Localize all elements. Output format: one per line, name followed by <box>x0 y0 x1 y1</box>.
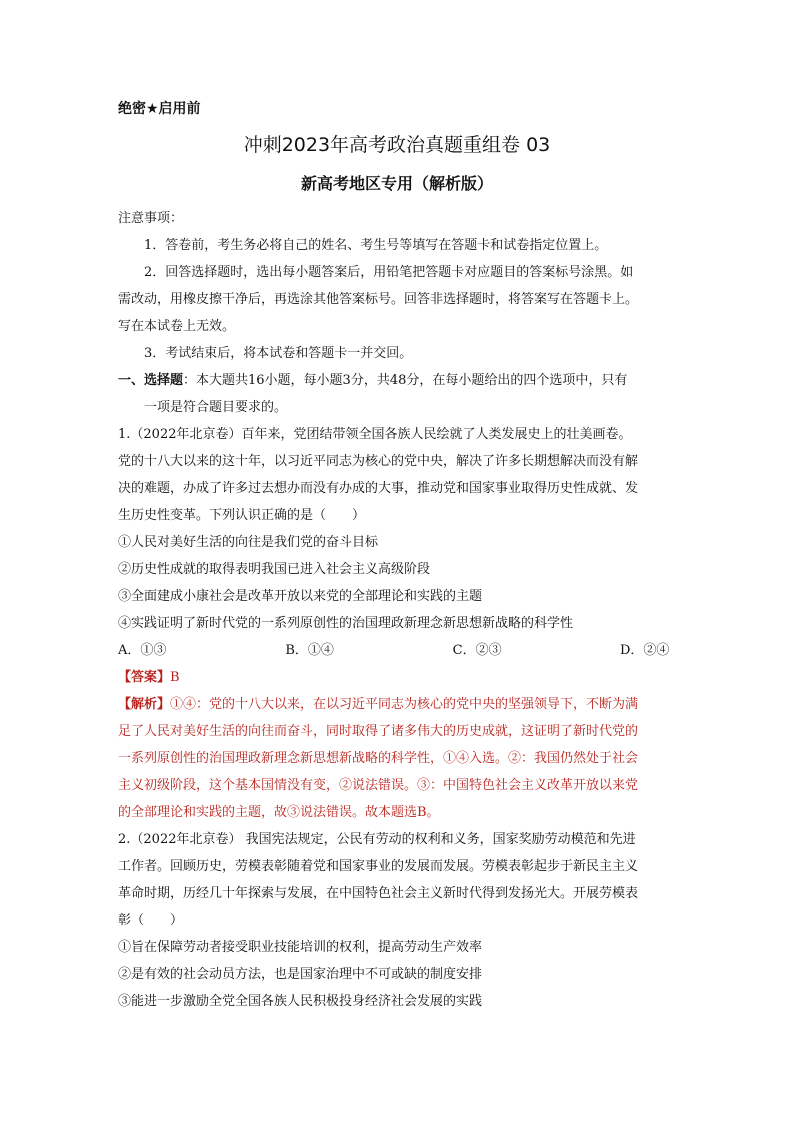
analysis-tag: 【解析】 <box>118 697 171 712</box>
q1-option-1: ①人民对美好生活的向往是我们党的奋斗目标 <box>118 535 379 550</box>
notes-heading: 注意事项： <box>118 211 184 226</box>
document-body <box>118 205 680 1015</box>
q1-choice-a: A．①③ <box>118 643 167 658</box>
section-heading-line2: 一项是符合题目要求的。 <box>144 400 288 415</box>
section-heading <box>118 367 680 394</box>
q1-option-2: ②历史性成就的取得表明我国已进入社会主义高级阶段 <box>118 562 431 577</box>
note-item-2b: 需改动，用橡皮擦干净后，再选涂其他答案标号。回答非选择题时，将答案写在答题卡上。 <box>118 292 639 307</box>
q1-choices <box>118 637 680 664</box>
q1-option-3: ③全面建成小康社会是改革开放以来党的全部理论和实践的主题 <box>118 589 483 604</box>
note-item-3: 3．考试结束后，将本试卷和答题卡一并交回。 <box>144 346 413 361</box>
note-item-1: 1．答卷前，考生务必将自己的姓名、考生号等填写在答题卡和试卷指定位置上。 <box>144 238 608 253</box>
q2-stem-1: 2.（2022年北京卷） 我国宪法规定，公民有劳动的权利和义务，国家奖励劳动模范和先进 <box>118 832 636 847</box>
analysis-text-1: ①④：党的十八大以来，在以习近平同志为核心的党中央的坚强领导下，不断为满 <box>170 697 639 712</box>
section-rest: ：本大题共16小题，每小题3分，共48分，在每小题给出的四个选项中，只有 <box>183 373 628 388</box>
q2-stem-4: 彰（ ） <box>118 913 184 928</box>
answer-tag: 【答案】 <box>118 670 171 685</box>
page-subtitle: 新高考地区专用（解析版） <box>300 174 493 193</box>
note-item-2a: 2．回答选择题时，选出每小题答案后，用铅笔把答题卡对应题目的答案标号涂黑。如 <box>144 265 634 280</box>
q1-stem-1: 1.（2022年北京卷）百年来，党团结带领全国各族人民绘就了人类发展史上的壮美画卷。 <box>118 427 632 442</box>
q1-option-4: ④实践证明了新时代党的一系列原创性的治国理政新理念新思想新战略的科学性 <box>118 616 574 631</box>
q2-option-2: ②是有效的社会动员方法，也是国家治理中不可或缺的制度安排 <box>118 967 483 982</box>
q1-analysis-4: 主义初级阶段，这个基本国情没有变，②说法错误。③：中国特色社会主义改革开放以来党 <box>118 778 639 793</box>
q1-stem-3: 决的难题，办成了许多过去想办而没有办成的大事，推动党和国家事业取得历史性成就、发 <box>118 481 639 496</box>
q1-choice-b: B．①④ <box>285 643 334 658</box>
q2-stem-3: 革命时期，历经几十年探索与发展，在中国特色社会主义新时代得到发扬光大。开展劳模表 <box>118 886 639 901</box>
q1-choice-c: C．②③ <box>452 643 502 658</box>
q1-answer <box>118 664 680 691</box>
answer-value: B <box>170 670 180 685</box>
q1-analysis-3: 一系列原创性的治国理政新理念新思想新战略的科学性，①④入选。②：我国仍然处于社会 <box>118 751 639 766</box>
q1-stem-4: 生历史性变革。下列认识正确的是（ ） <box>118 508 366 523</box>
q1-analysis-2: 足了人民对美好生活的向往而奋斗，同时取得了诸多伟大的历史成就，这证明了新时代党的 <box>118 724 639 739</box>
note-item-2c: 写在本试卷上无效。 <box>118 319 236 334</box>
confidential-label: 绝密★启用前 <box>118 101 201 117</box>
page-title: 冲刺2023年高考政治真题重组卷 03 <box>243 134 551 156</box>
section-prefix: 一、选择题 <box>118 373 184 388</box>
q1-choice-d: D．②④ <box>619 643 670 658</box>
q1-stem-2: 党的十八大以来的这十年，以习近平同志为核心的党中央，解决了许多长期想解决而没有解 <box>118 454 639 469</box>
q1-analysis-5: 的全部理论和实践的主题，故③说法错误。故本题选B。 <box>118 805 440 820</box>
q2-option-3: ③能进一步激励全党全国各族人民积极投身经济社会发展的实践 <box>118 994 483 1009</box>
q1-analysis-1 <box>118 691 680 718</box>
q2-option-1: ①旨在保障劳动者接受职业技能培训的权利，提高劳动生产效率 <box>118 940 483 955</box>
q2-stem-2: 工作者。回顾历史，劳模表彰随着党和国家事业的发展而发展。劳模表彰起步于新民主主义 <box>118 859 639 874</box>
